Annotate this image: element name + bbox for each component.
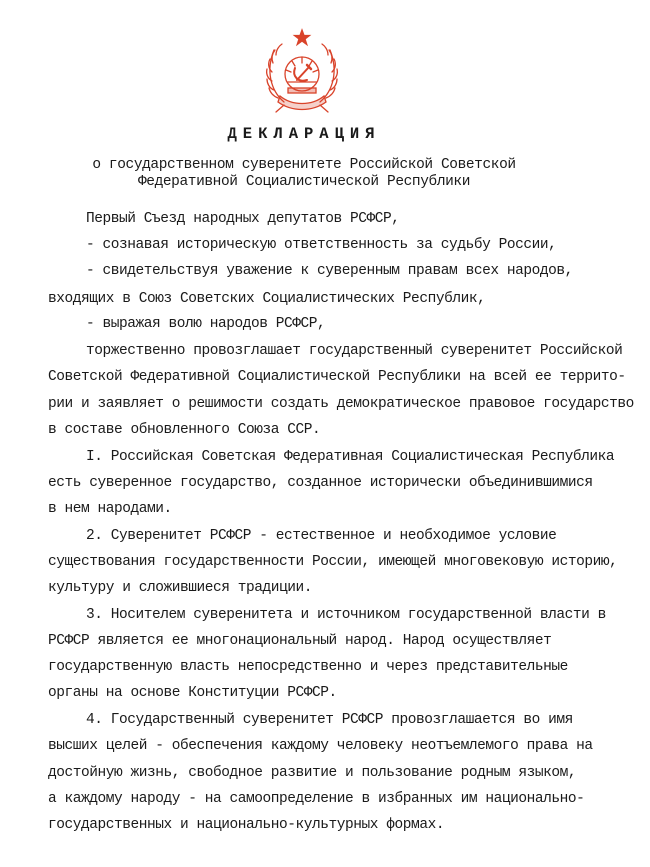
section-4-line: высших целей - обеспечения каждому человеку неотъемлемого права на	[48, 738, 593, 754]
text-line: - выражая волю народов РСФСР,	[86, 316, 326, 332]
section-3-line: органы на основе Конституции РСФСР.	[48, 685, 337, 701]
text-line: рии и заявляет о решимости создать демократическое правовое государство	[48, 396, 634, 412]
document-subtitle-line: о государственном суверенитете Российской Советской	[92, 157, 516, 173]
text-line: Советской Федеративной Социалистической Республики на всей ее террито-	[48, 369, 626, 385]
section-2-line: существования государственности России, имеющей многовековую историю,	[48, 554, 618, 570]
section-2-line: культуру и сложившиеся традиции.	[48, 580, 313, 596]
text-line: торжественно провозглашает государственный суверенитет Российской	[86, 343, 623, 359]
section-3-line: 3. Носителем суверенитета и источником государственной власти в	[86, 607, 606, 623]
section-3-line: государственную власть непосредственно и через представительные	[48, 659, 568, 675]
section-4-line: достойную жизнь, свободное развитие и пользование родным языком,	[48, 765, 577, 781]
section-4-line: государственных и национально-культурных формах.	[48, 817, 445, 833]
document-title: ДЕКЛАРАЦИЯ	[227, 125, 381, 143]
text-line: Первый Съезд народных депутатов РСФСР,	[86, 211, 400, 227]
text-line: - сознавая историческую ответственность за судьбу России,	[86, 237, 557, 253]
section-4-line: а каждому народу - на самоопределение в избранных им национально-	[48, 791, 585, 807]
section-2-line: 2. Суверенитет РСФСР - естественное и необходимое условие	[86, 528, 557, 544]
section-1-line: I. Российская Советская Федеративная Социалистическая Республика	[86, 449, 615, 465]
section-4-line: 4. Государственный суверенитет РСФСР провозглашается во имя	[86, 712, 573, 728]
text-line: в составе обновленного Союза ССР.	[48, 422, 321, 438]
text-line: - свидетельствуя уважение к суверенным правам всех народов,	[86, 263, 573, 279]
document-subtitle-line: Федеративной Социалистической Республики	[137, 174, 471, 190]
section-3-line: РСФСР является ее многонациональный народ. Народ осуществляет	[48, 633, 552, 649]
text-line: входящих в Союз Советских Социалистических Республик,	[48, 291, 486, 307]
section-1-line: есть суверенное государство, созданное исторически объединившимися	[48, 475, 593, 491]
section-1-line: в нем народами.	[48, 501, 172, 517]
coat-of-arms-emblem	[262, 28, 342, 114]
